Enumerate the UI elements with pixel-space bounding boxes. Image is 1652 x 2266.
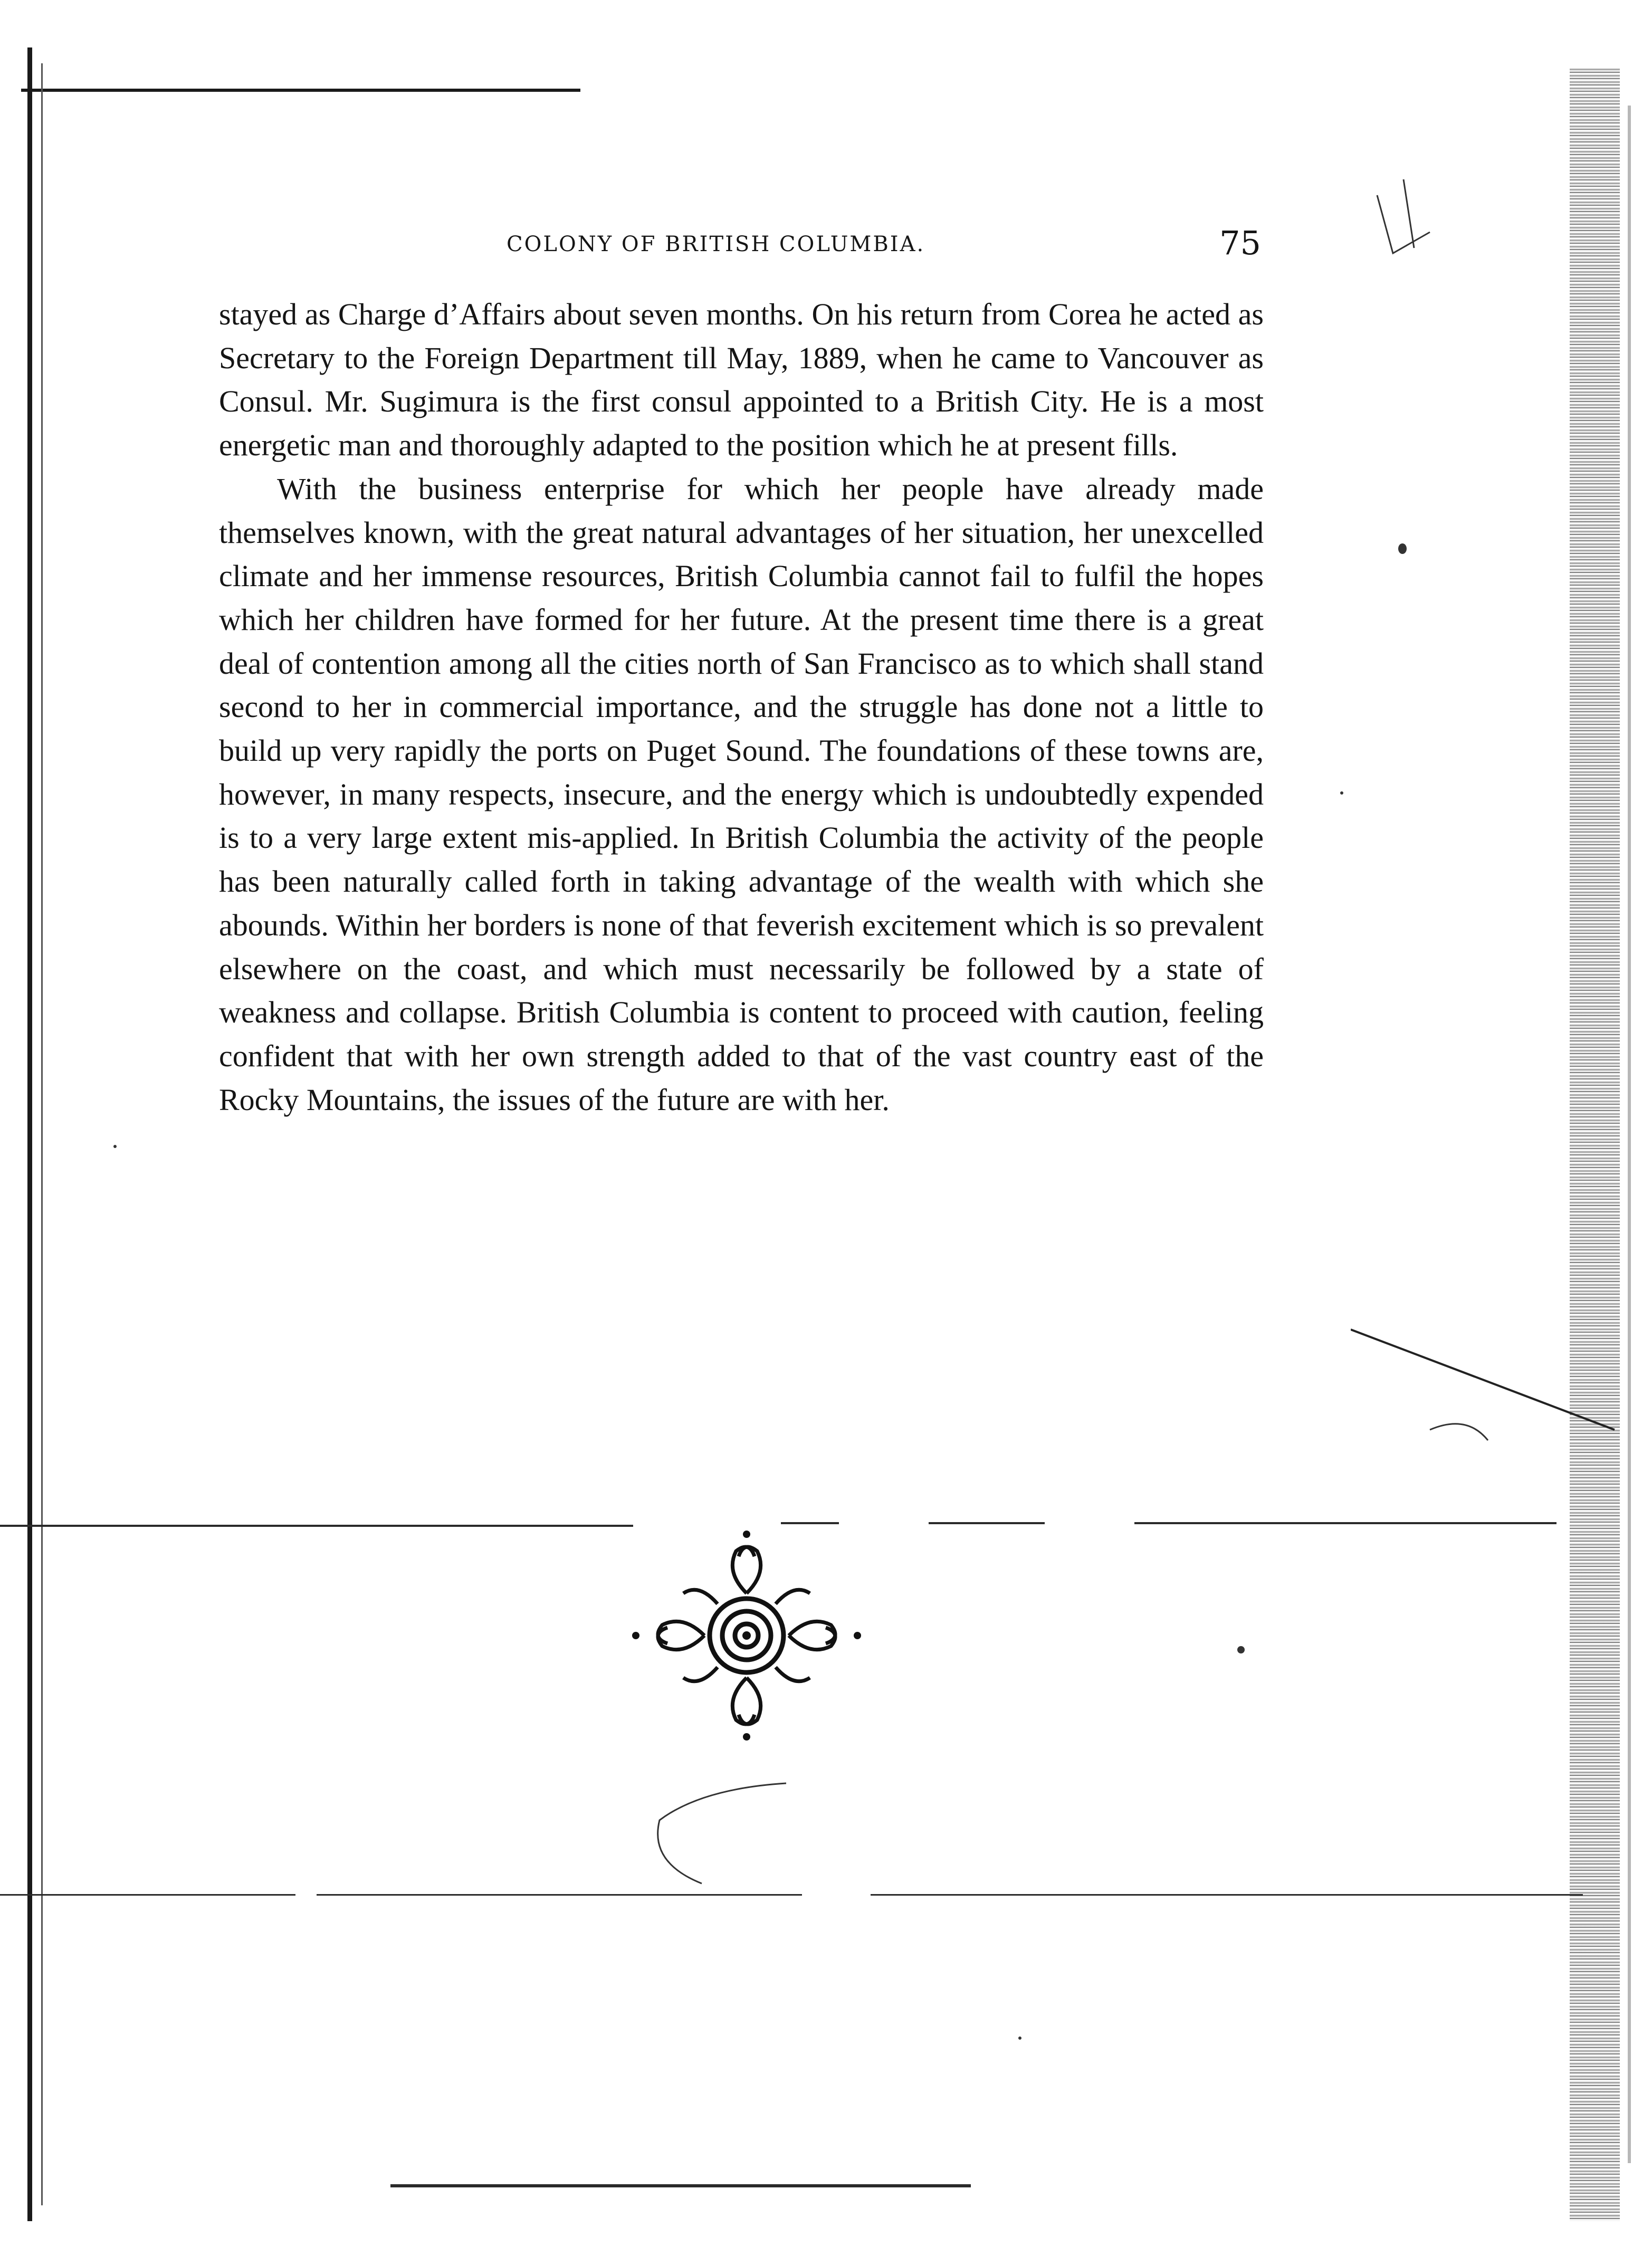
scan-horizontal-line [0, 1525, 633, 1527]
scan-stray-curve [638, 1778, 807, 1894]
scan-horizontal-line [781, 1522, 839, 1524]
scan-right-edge-noise [1570, 69, 1620, 2221]
scan-left-edge-inner [41, 63, 43, 2205]
page-number: 75 [1219, 224, 1261, 262]
scan-speck [1237, 1646, 1245, 1653]
paragraph: With the business enterprise for which her people have already made themselves known, with the great natural advantages of her situation, her unexcelled climate and her immense resources, British Columbia cannot fail to fulfil the hopes which her children have formed for her future. At the present time there is a great deal of contention among all the cities north of San Francisco as to which shall stand second to her in commercial importance, and the struggle has done not a little to build up very rapidly the ports on Puget Sound. The foundations of these towns are, however, in many respects, insecure, and the energy which is undoubtedly expended is to a very large extent mis-applied. In British Columbia the activity of the people has been naturally called forth in taking advantage of the wealth with which she abounds. Within her borders is none of that feverish excitement which is so prevalent elsewhere on the coast, and which must necessarily be followed by a state of weakness and collapse. British Columbia is content to proceed with caution, feeling confident that with her own strength added to that of the vast country east of the Rocky Mountains, the issues of the future are with her. [219, 471, 1264, 1117]
paragraph: stayed as Charge d’Affairs about seven months. On his return from Corea he acted as Secretary to the Foreign Department till May, 1889, when he came to Vancouver as Consul. Mr. Sugimura is the first consul appointed to a British City. He is a most energetic man and thoroughly adapted to the position which he at present fills. [219, 297, 1264, 463]
printers-ornament-flourish-icon [620, 1525, 873, 1746]
scan-horizontal-line [929, 1522, 1045, 1524]
scan-horizontal-line [871, 1894, 1583, 1896]
scan-speck [1340, 791, 1343, 795]
running-head: COLONY OF BRITISH COLUMBIA. [507, 232, 925, 256]
scan-stray-stroke [1351, 1319, 1625, 1477]
scan-horizontal-line [1134, 1522, 1556, 1524]
scan-speck [113, 1145, 117, 1148]
scan-stray-mark [1372, 174, 1477, 264]
scan-top-rule [21, 89, 580, 92]
scan-speck [1018, 2036, 1021, 2040]
scan-speck [1398, 543, 1407, 554]
scan-right-edge-line [1628, 106, 1631, 2163]
body-text [219, 293, 1264, 1122]
page-header [507, 224, 1261, 269]
scan-horizontal-line [317, 1894, 802, 1896]
scan-bottom-line [390, 2184, 971, 2187]
scan-horizontal-line [0, 1894, 295, 1896]
